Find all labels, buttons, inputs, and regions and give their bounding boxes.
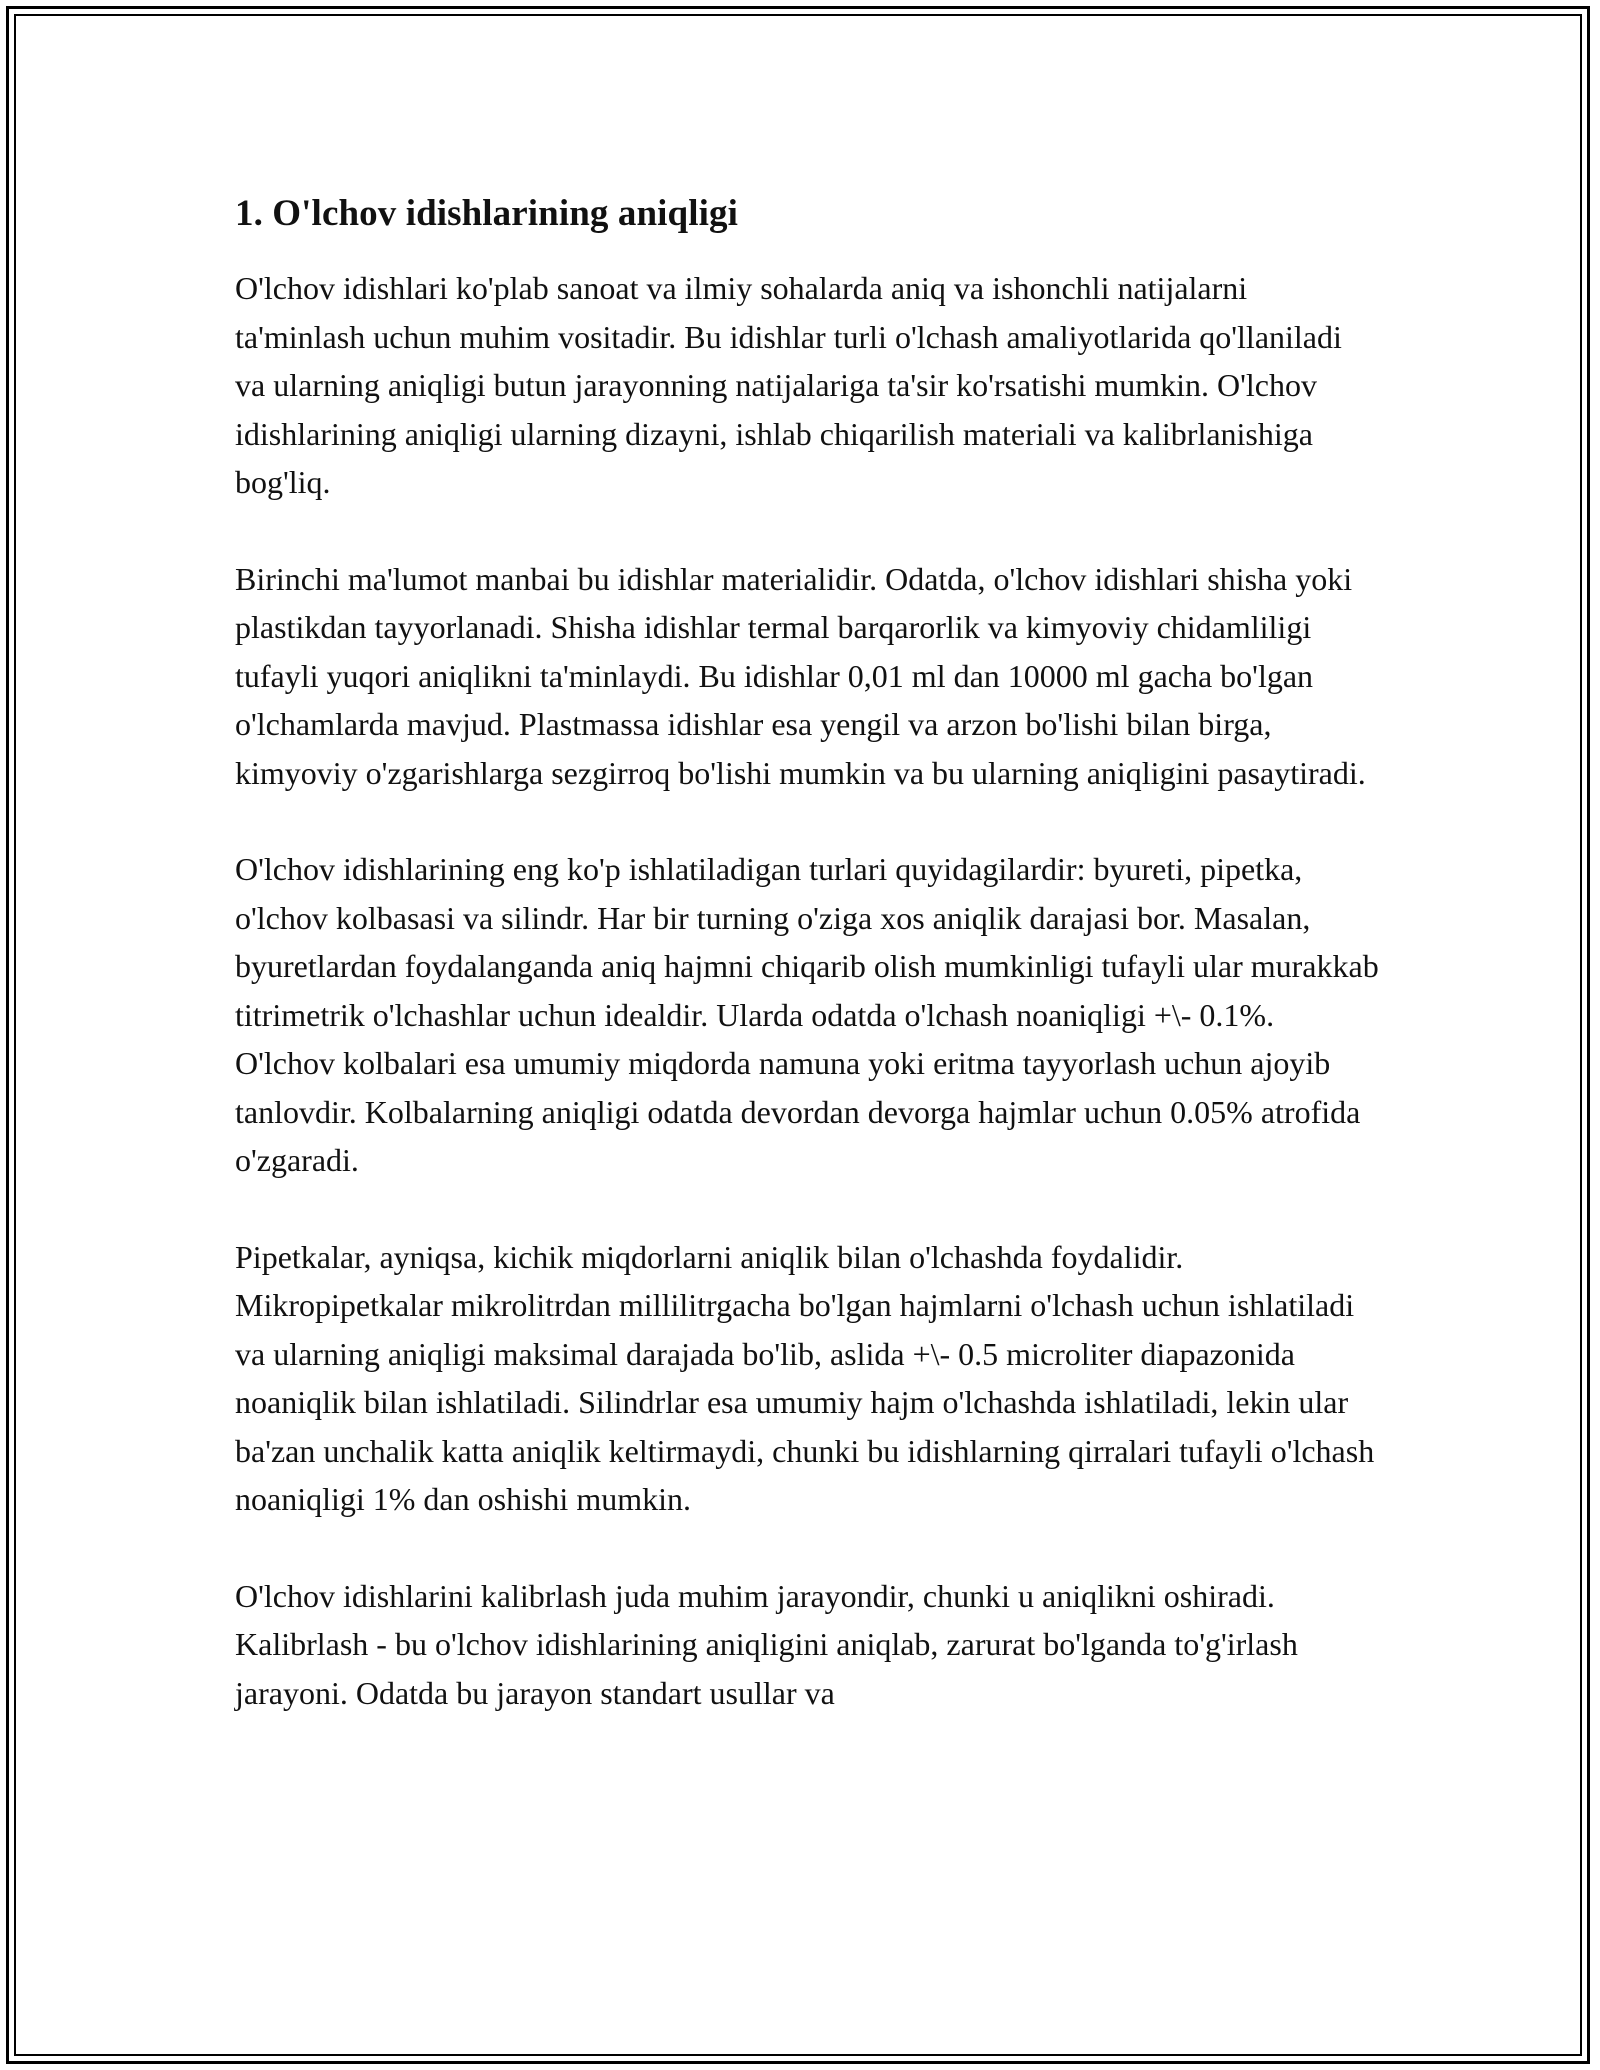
paragraph-2: Birinchi ma'lumot manbai bu idishlar materialidir. Odatda, o'lchov idishlari shisha yoki plastikdan tayyorlanadi. Shisha idishlar termal barqarorlik va kimyoviy chidamliligi tufayli yuqori aniqlikni ta'minlaydi. Bu idishlar 0,01 ml dan 10000 ml gacha bo'lgan o'lchamlarda mavjud. Plastmassa idishlar esa yengil va arzon bo'lishi bilan birga, kimyoviy o'zgarishlarga sezgirroq bo'lishi mumkin va bu ularning aniqligini pasaytiradi. [235,560,1366,791]
section-title: 1. O'lchov idishlarining aniqligi [235,193,738,234]
document-content [235,182,1380,1765]
paragraph-5: O'lchov idishlarini kalibrlash juda muhim jarayondir, chunki u aniqlikni oshiradi. Kalibrlash - bu o'lchov idishlarining aniqligini aniqlab, zarurat bo'lganda to'g'irlash jarayoni. Odatda bu jarayon standart usullar va [235,1577,1298,1711]
paragraph-4: Pipetkalar, ayniqsa, kichik miqdorlarni aniqlik bilan o'lchashda foydalidir. Mikropipetkalar mikrolitrdan millilitrgacha bo'lgan hajmlarni o'lchash uchun ishlatiladi va ularning aniqligi maksimal darajada bo'lib, aslida +\- 0.5 microliter diapazonida noaniqlik bilan ishlatiladi. Silindrlar esa umumiy hajm o'lchashda ishlatiladi, lekin ular ba'zan unchalik katta aniqlik keltirmaydi, chunki bu idishlarning qirralari tufayli o'lchash noaniqligi 1% dan oshishi mumkin. [235,1238,1375,1518]
paragraph-3: O'lchov idishlarining eng ko'p ishlatiladigan turlari quyidagilardir: byureti, pipetka, o'lchov kolbasasi va silindr. Har bir turning o'ziga xos aniqlik darajasi bor. Masalan, byuretlardan foydalanganda aniq hajmni chiqarib olish mumkinligi tufayli ular murakkab titrimetrik o'lchashlar uchun idealdir. Ularda odatda o'lchash noaniqligi +\- 0.1%. O'lchov kolbalari esa umumiy miqdorda namuna yoki eritma tayyorlash uchun ajoyib tanlovdir. Kolbalarning aniqligi odatda devordan devorga hajmlar uchun 0.05% atrofida o'zgaradi. [235,851,1379,1179]
paragraph-1: O'lchov idishlari ko'plab sanoat va ilmiy sohalarda aniq va ishonchli natijalarni ta'minlash uchun muhim vositadir. Bu idishlar turli o'lchash amaliyotlarida qo'llaniladi va ularning aniqligi butun jarayonning natijalariga ta'sir ko'rsatishi mumkin. O'lchov idishlarining aniqligi ularning dizayni, ishlab chiqarilish materiali va kalibrlanishiga bog'liq. [235,270,1342,501]
